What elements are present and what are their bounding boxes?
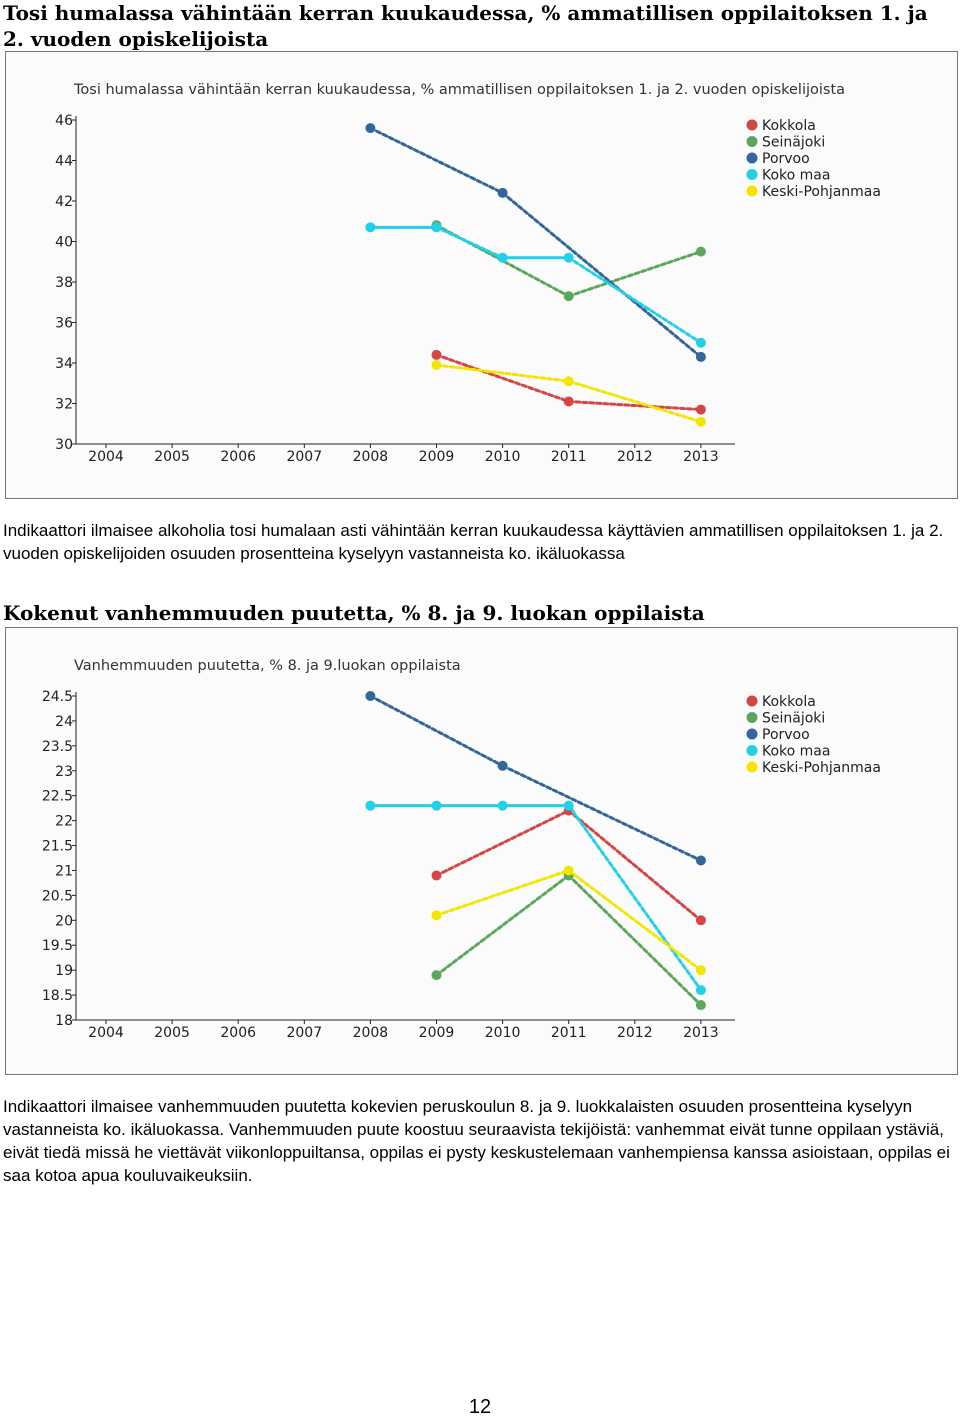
y-tick-label: 24 [55,713,73,730]
x-tick-label: 2006 [220,449,257,465]
data-point-koko-maa [365,801,375,811]
legend-label-sein-joki: Seinäjoki [762,710,826,727]
legend-label-kokkola: Kokkola [762,694,816,710]
y-tick-label: 42 [55,194,73,210]
section-heading-parenting: Kokenut vanhemmuuden puutetta, % 8. ja 9. luokan oppilaista [3,601,705,625]
data-point-keski-pohjanmaa [696,417,706,427]
y-tick-label: 40 [55,234,73,251]
y-tick-label: 32 [55,396,73,413]
y-tick-label: 18 [55,1013,73,1029]
x-tick-label: 2008 [352,1025,389,1041]
legend-label-koko-maa: Koko maa [762,743,831,760]
data-point-koko-maa [498,801,508,811]
x-tick-label: 2004 [88,1025,124,1041]
data-point-koko-maa [564,253,574,263]
x-tick-label: 2012 [616,449,653,465]
data-point-kokkola [564,396,574,406]
y-tick-label: 20.5 [41,888,73,905]
data-point-sein-joki [696,247,706,257]
legend-marker-porvoo [747,153,758,164]
y-tick-label: 22.5 [41,788,73,805]
x-tick-label: 2013 [683,1025,719,1041]
legend-marker-koko-maa [747,745,758,756]
data-point-sein-joki [696,1000,706,1010]
data-point-porvoo [498,188,508,198]
y-tick-label: 18.5 [41,988,73,1005]
legend-label-kokkola: Kokkola [762,118,816,134]
series-line-kokkola [437,811,569,876]
series-line-sein-joki [569,875,701,1005]
y-tick-label: 20 [55,913,73,930]
series-line-kokkola [569,811,701,921]
x-tick-label: 2009 [418,449,455,465]
y-tick-label: 21.5 [41,838,73,855]
x-tick-label: 2006 [220,1025,257,1041]
data-point-koko-maa [564,801,574,811]
data-point-keski-pohjanmaa [696,965,706,975]
series-line-keski-pohjanmaa [569,870,701,970]
y-tick-label: 46 [55,113,73,129]
x-tick-label: 2005 [154,449,190,465]
y-tick-label: 36 [55,315,73,332]
section-heading-binge-drinking: Tosi humalassa vähintään kerran kuukaudessa, % ammatillisen oppilaitoksen 1. ja 2. vuoden opiskelijoista [3,1,928,51]
x-tick-label: 2013 [683,449,719,465]
legend-label-keski-pohjanmaa: Keski-Pohjanmaa [762,184,881,200]
chart-parenting-svg [6,628,957,1074]
legend-marker-sein-joki [747,136,758,147]
legend-marker-koko-maa [747,169,758,180]
legend-label-porvoo: Porvoo [762,151,810,167]
series-line-keski-pohjanmaa [437,870,569,915]
y-tick-label: 38 [55,275,73,291]
data-point-porvoo [365,691,375,701]
data-point-kokkola [432,870,442,880]
chart-title: Tosi humalassa vähintään kerran kuukaudessa, % ammatillisen oppilaitoksen 1. ja 2. vuoden opiskelijoista [74,82,846,98]
x-tick-label: 2007 [286,1025,323,1041]
data-point-keski-pohjanmaa [432,910,442,920]
x-tick-label: 2010 [484,1025,521,1041]
y-tick-label: 24.5 [41,689,73,705]
page-number: 12 [468,1396,492,1418]
data-point-koko-maa [696,985,706,995]
x-tick-label: 2010 [484,449,521,465]
series-line-sein-joki [569,252,701,297]
data-point-kokkola [432,350,442,360]
y-tick-label: 23 [55,763,73,780]
data-point-kokkola [696,405,706,415]
y-tick-label: 22 [55,813,73,830]
x-tick-label: 2011 [550,449,587,465]
data-point-porvoo [696,855,706,865]
series-line-porvoo [370,128,502,193]
series-line-sein-joki [437,875,569,975]
y-tick-label: 30 [55,437,73,453]
data-point-sein-joki [432,970,442,980]
series-line-porvoo [370,696,502,766]
data-point-koko-maa [365,222,375,232]
data-point-keski-pohjanmaa [432,360,442,370]
series-line-koko-maa [569,258,701,343]
data-point-koko-maa [432,222,442,232]
data-point-porvoo [696,352,706,362]
data-point-koko-maa [498,253,508,263]
legend-label-keski-pohjanmaa: Keski-Pohjanmaa [762,760,881,776]
chart-title: Vanhemmuuden puutetta, % 8. ja 9.luokan oppilaista [74,658,461,674]
legend-label-koko-maa: Koko maa [762,167,831,184]
indicator-description-binge-drinking: Indikaattori ilmaisee alkoholia tosi humalaan asti vähintään kerran kuukaudessa käyttävien ammatillisen oppilaitoksen 1. ja 2. vuoden opiskelijoiden osuuden prosentteina kyselyyn vastanneista ko. ikäluokassa [3,521,944,563]
series-line-porvoo [503,193,701,357]
chart-binge-drinking-svg [6,52,957,498]
y-tick-label: 19 [55,963,73,980]
y-tick-label: 23.5 [41,738,73,755]
data-point-porvoo [498,761,508,771]
x-tick-label: 2012 [616,1025,653,1041]
x-tick-label: 2007 [286,449,323,465]
x-tick-label: 2005 [154,1025,190,1041]
series-line-porvoo [503,766,701,861]
data-point-porvoo [365,123,375,133]
y-tick-label: 34 [55,356,73,372]
legend-marker-sein-joki [747,712,758,723]
legend-label-sein-joki: Seinäjoki [762,134,826,151]
x-tick-label: 2008 [352,449,389,465]
series-line-keski-pohjanmaa [569,381,701,422]
data-point-keski-pohjanmaa [564,865,574,875]
y-tick-label: 44 [55,153,73,170]
chart-binge-drinking [5,51,958,499]
legend-marker-kokkola [747,120,758,131]
data-point-kokkola [696,915,706,925]
data-point-koko-maa [696,338,706,348]
legend-marker-keski-pohjanmaa [747,186,758,197]
y-tick-label: 19.5 [41,938,73,955]
x-tick-label: 2004 [88,449,124,465]
legend-marker-porvoo [747,729,758,740]
data-point-keski-pohjanmaa [564,376,574,386]
chart-parenting [5,627,958,1075]
series-line-koko-maa [437,227,503,257]
data-point-koko-maa [432,801,442,811]
data-point-sein-joki [564,291,574,301]
legend-marker-keski-pohjanmaa [747,762,758,773]
x-tick-label: 2011 [550,1025,587,1041]
x-tick-label: 2009 [418,1025,455,1041]
legend-marker-kokkola [747,696,758,707]
y-tick-label: 21 [55,863,73,880]
series-line-koko-maa [569,806,701,990]
indicator-description-parenting: Indikaattori ilmaisee vanhemmuuden puutetta kokevien peruskoulun 8. ja 9. luokkalaisten osuuden prosentteina kyselyyn vastanneista ko. ikäluokassa. Vanhemmuuden puute koostuu seuraavista tekijöistä: vanhemmat eivät tunne oppilaan ystäviä, eivät tiedä missä he viettävät viikonloppuiltansa, oppilas ei pysty keskustelemaan vanhempiensa kanssa asioistaan, oppilas ei saa kotoa apua kouluvaikeuksiin. [3,1097,950,1185]
legend-label-porvoo: Porvoo [762,727,810,743]
